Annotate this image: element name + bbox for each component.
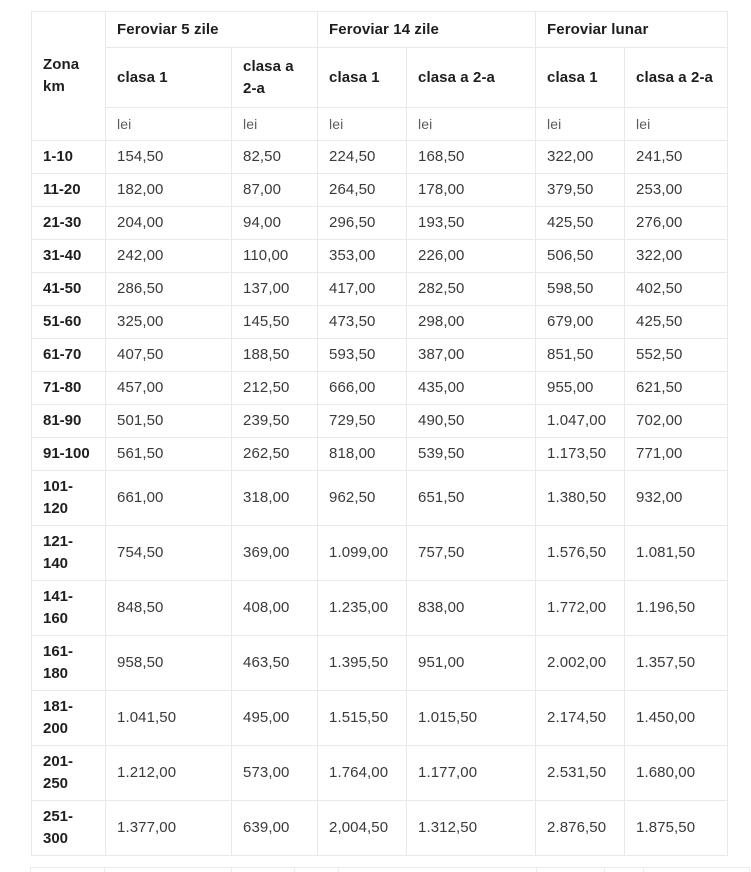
zone-label: 181-200 bbox=[32, 691, 106, 746]
unit-header: lei bbox=[407, 108, 536, 141]
table-row bbox=[32, 240, 728, 273]
fare-cell: 851,50 bbox=[536, 339, 625, 372]
fare-cell: 425,50 bbox=[536, 207, 625, 240]
fare-cell: 1.576,50 bbox=[536, 526, 625, 581]
fare-cell: 408,00 bbox=[232, 581, 318, 636]
zone-label: 201-250 bbox=[32, 746, 106, 801]
fragment-divider bbox=[231, 868, 232, 872]
fare-cell: 226,00 bbox=[407, 240, 536, 273]
fare-cell: 679,00 bbox=[536, 306, 625, 339]
fare-cell: 178,00 bbox=[407, 174, 536, 207]
fare-cell: 1.515,50 bbox=[318, 691, 407, 746]
zone-label: 91-100 bbox=[32, 438, 106, 471]
fare-table-header bbox=[32, 12, 728, 141]
zone-label: 21-30 bbox=[32, 207, 106, 240]
fare-cell: 1.380,50 bbox=[536, 471, 625, 526]
fare-cell: 1.377,00 bbox=[106, 801, 232, 856]
fare-cell: 598,50 bbox=[536, 273, 625, 306]
fare-cell: 212,50 bbox=[232, 372, 318, 405]
fare-table bbox=[31, 11, 728, 856]
fare-cell: 955,00 bbox=[536, 372, 625, 405]
class-header: clasa a 2-a bbox=[625, 48, 728, 108]
fare-cell: 552,50 bbox=[625, 339, 728, 372]
fragment-divider bbox=[104, 868, 105, 872]
zone-label: 101-120 bbox=[32, 471, 106, 526]
fare-cell: 1.196,50 bbox=[625, 581, 728, 636]
unit-header: lei bbox=[536, 108, 625, 141]
fare-cell: 1.312,50 bbox=[407, 801, 536, 856]
class-header: clasa a 2-a bbox=[232, 48, 318, 108]
group-header-row bbox=[32, 12, 728, 48]
fare-cell: 253,00 bbox=[625, 174, 728, 207]
zone-label: 71-80 bbox=[32, 372, 106, 405]
fragment-divider bbox=[338, 868, 339, 872]
fragment-divider bbox=[536, 868, 537, 872]
fare-cell: 702,00 bbox=[625, 405, 728, 438]
fare-cell: 1.357,50 bbox=[625, 636, 728, 691]
fare-cell: 1.212,00 bbox=[106, 746, 232, 801]
fragment-divider bbox=[294, 868, 295, 872]
unit-header: lei bbox=[106, 108, 232, 141]
zone-label: 141-160 bbox=[32, 581, 106, 636]
fare-cell: 417,00 bbox=[318, 273, 407, 306]
fare-cell: 353,00 bbox=[318, 240, 407, 273]
fare-cell: 506,50 bbox=[536, 240, 625, 273]
fare-cell: 1.875,50 bbox=[625, 801, 728, 856]
fare-cell: 771,00 bbox=[625, 438, 728, 471]
fare-cell: 241,50 bbox=[625, 141, 728, 174]
unit-header: lei bbox=[318, 108, 407, 141]
fare-cell: 402,50 bbox=[625, 273, 728, 306]
unit-header-row bbox=[32, 108, 728, 141]
fare-cell: 87,00 bbox=[232, 174, 318, 207]
class-header: clasa 1 bbox=[106, 48, 232, 108]
fare-cell: 1.099,00 bbox=[318, 526, 407, 581]
group-header-feroviar-5-zile: Feroviar 5 zile bbox=[106, 12, 318, 48]
class-header: clasa 1 bbox=[318, 48, 407, 108]
fare-cell: 407,50 bbox=[106, 339, 232, 372]
table-row bbox=[32, 372, 728, 405]
table-row bbox=[32, 801, 728, 856]
fare-cell: 276,00 bbox=[625, 207, 728, 240]
fare-cell: 262,50 bbox=[232, 438, 318, 471]
fare-cell: 1.764,00 bbox=[318, 746, 407, 801]
fare-cell: 651,50 bbox=[407, 471, 536, 526]
table-row bbox=[32, 471, 728, 526]
fare-cell: 242,00 bbox=[106, 240, 232, 273]
fare-cell: 435,00 bbox=[407, 372, 536, 405]
fare-cell: 1.395,50 bbox=[318, 636, 407, 691]
table-row bbox=[32, 273, 728, 306]
fare-cell: 932,00 bbox=[625, 471, 728, 526]
table-row bbox=[32, 405, 728, 438]
zone-label: 51-60 bbox=[32, 306, 106, 339]
fare-cell: 193,50 bbox=[407, 207, 536, 240]
fragment-divider bbox=[604, 868, 605, 872]
fare-cell: 168,50 bbox=[407, 141, 536, 174]
fare-cell: 463,50 bbox=[232, 636, 318, 691]
fare-cell: 2.531,50 bbox=[536, 746, 625, 801]
zone-label: 81-90 bbox=[32, 405, 106, 438]
class-header: clasa a 2-a bbox=[407, 48, 536, 108]
fare-cell: 425,50 bbox=[625, 306, 728, 339]
table-row bbox=[32, 636, 728, 691]
zone-label: 121-140 bbox=[32, 526, 106, 581]
group-header-feroviar-14-zile: Feroviar 14 zile bbox=[318, 12, 536, 48]
fare-cell: 573,00 bbox=[232, 746, 318, 801]
fare-cell: 387,00 bbox=[407, 339, 536, 372]
fare-cell: 224,50 bbox=[318, 141, 407, 174]
unit-header: lei bbox=[232, 108, 318, 141]
fare-cell: 1.081,50 bbox=[625, 526, 728, 581]
table-row bbox=[32, 526, 728, 581]
next-table-top-fragment bbox=[30, 867, 750, 872]
table-row bbox=[32, 306, 728, 339]
fare-cell: 951,00 bbox=[407, 636, 536, 691]
zone-label: 41-50 bbox=[32, 273, 106, 306]
fare-cell: 1.235,00 bbox=[318, 581, 407, 636]
fare-cell: 838,00 bbox=[407, 581, 536, 636]
table-row bbox=[32, 207, 728, 240]
fare-cell: 286,50 bbox=[106, 273, 232, 306]
group-header-feroviar-lunar: Feroviar lunar bbox=[536, 12, 728, 48]
fare-cell: 501,50 bbox=[106, 405, 232, 438]
fare-cell: 729,50 bbox=[318, 405, 407, 438]
fare-cell: 1.450,00 bbox=[625, 691, 728, 746]
fare-cell: 325,00 bbox=[106, 306, 232, 339]
fare-cell: 490,50 bbox=[407, 405, 536, 438]
fare-cell: 318,00 bbox=[232, 471, 318, 526]
fare-cell: 639,00 bbox=[232, 801, 318, 856]
class-header-row bbox=[32, 48, 728, 108]
table-row bbox=[32, 438, 728, 471]
fare-cell: 539,50 bbox=[407, 438, 536, 471]
zone-label: 1-10 bbox=[32, 141, 106, 174]
fare-cell: 282,50 bbox=[407, 273, 536, 306]
fare-cell: 82,50 bbox=[232, 141, 318, 174]
zone-label: 11-20 bbox=[32, 174, 106, 207]
table-row bbox=[32, 339, 728, 372]
fare-cell: 962,50 bbox=[318, 471, 407, 526]
unit-header: lei bbox=[625, 108, 728, 141]
fragment-divider bbox=[643, 868, 644, 872]
fare-cell: 621,50 bbox=[625, 372, 728, 405]
fare-cell: 818,00 bbox=[318, 438, 407, 471]
fare-cell: 473,50 bbox=[318, 306, 407, 339]
fare-cell: 1.177,00 bbox=[407, 746, 536, 801]
fare-cell: 561,50 bbox=[106, 438, 232, 471]
fare-cell: 204,00 bbox=[106, 207, 232, 240]
fare-cell: 264,50 bbox=[318, 174, 407, 207]
fare-cell: 188,50 bbox=[232, 339, 318, 372]
fare-cell: 1.173,50 bbox=[536, 438, 625, 471]
fare-cell: 154,50 bbox=[106, 141, 232, 174]
fare-cell: 137,00 bbox=[232, 273, 318, 306]
class-header: clasa 1 bbox=[536, 48, 625, 108]
fare-cell: 369,00 bbox=[232, 526, 318, 581]
zone-label: 161-180 bbox=[32, 636, 106, 691]
fare-cell: 1.047,00 bbox=[536, 405, 625, 438]
table-row bbox=[32, 691, 728, 746]
fare-cell: 457,00 bbox=[106, 372, 232, 405]
fare-cell: 495,00 bbox=[232, 691, 318, 746]
zone-label: 31-40 bbox=[32, 240, 106, 273]
fare-cell: 754,50 bbox=[106, 526, 232, 581]
fare-cell: 2.174,50 bbox=[536, 691, 625, 746]
fare-cell: 145,50 bbox=[232, 306, 318, 339]
fare-cell: 958,50 bbox=[106, 636, 232, 691]
fare-cell: 239,50 bbox=[232, 405, 318, 438]
fare-cell: 322,00 bbox=[536, 141, 625, 174]
fare-cell: 2.002,00 bbox=[536, 636, 625, 691]
fare-cell: 94,00 bbox=[232, 207, 318, 240]
fare-cell: 2.876,50 bbox=[536, 801, 625, 856]
fare-cell: 379,50 bbox=[536, 174, 625, 207]
fare-cell: 182,00 bbox=[106, 174, 232, 207]
fare-cell: 1.015,50 bbox=[407, 691, 536, 746]
fare-cell: 661,00 bbox=[106, 471, 232, 526]
fare-cell: 110,00 bbox=[232, 240, 318, 273]
fare-cell: 1.680,00 bbox=[625, 746, 728, 801]
table-row bbox=[32, 174, 728, 207]
fare-cell: 296,50 bbox=[318, 207, 407, 240]
table-row bbox=[32, 581, 728, 636]
table-row bbox=[32, 746, 728, 801]
fare-table-body bbox=[32, 141, 728, 856]
fare-cell: 757,50 bbox=[407, 526, 536, 581]
fare-cell: 593,50 bbox=[318, 339, 407, 372]
zone-label: 251-300 bbox=[32, 801, 106, 856]
fare-cell: 1.772,00 bbox=[536, 581, 625, 636]
fare-cell: 1.041,50 bbox=[106, 691, 232, 746]
fare-cell: 2,004,50 bbox=[318, 801, 407, 856]
fare-cell: 322,00 bbox=[625, 240, 728, 273]
table-row bbox=[32, 141, 728, 174]
fare-cell: 666,00 bbox=[318, 372, 407, 405]
fare-cell: 298,00 bbox=[407, 306, 536, 339]
corner-header-zona-km: Zona km bbox=[32, 12, 106, 141]
zone-label: 61-70 bbox=[32, 339, 106, 372]
fare-cell: 848,50 bbox=[106, 581, 232, 636]
